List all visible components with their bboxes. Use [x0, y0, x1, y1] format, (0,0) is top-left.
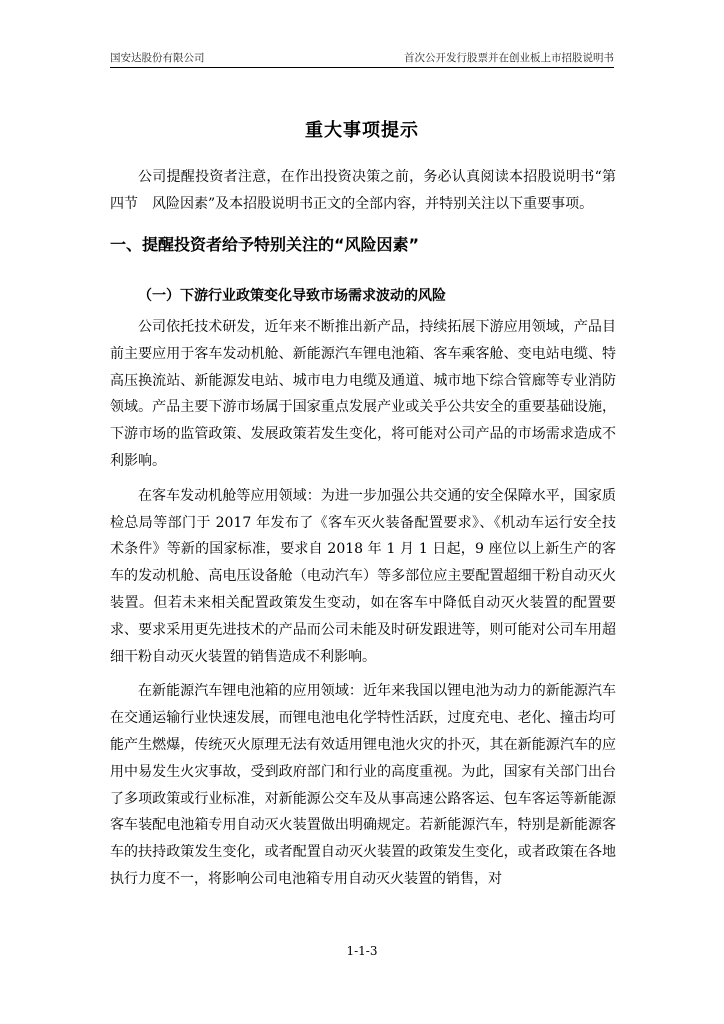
page-number: 1-1-3: [346, 944, 378, 958]
page-header: [110, 50, 614, 66]
intro-paragraph: 公司提醒投资者注意，在作出投资决策之前，务必认真阅读本招股说明书“第四节 风险因素”及本招股说明书正文的全部内容，并特别关注以下重要事项。: [110, 169, 616, 212]
header-doc-title: 首次公开发行股票并在创业板上市招股说明书: [404, 52, 614, 64]
section-heading: 一、提醒投资者给予特别关注的“风险因素”: [110, 235, 420, 254]
body-paragraph: 在新能源汽车锂电池箱的应用领域：近年来我国以锂电池为动力的新能源汽车在交通运输行业快速发展，而锂电池电化学特性活跃，过度充电、老化、撞击均可能产生燃爆，传统灭火原理无法有效适用锂电池火灾的扑灭，其在新能源汽车的应用中易发生火灾事故，受到政府部门和行业的高度重视。为此，国家有关部门出台了多项政策或行业标准，对新能源公交车及从事高速公路客运、包车客运等新能源客车装配电池箱专用自动灭火装置做出明确规定。若新能源汽车，特别是新能源客车的扶持政策发生变化，或者配置自动灭火装置的政策发生变化，或者政策在各地执行力度不一，将影响公司电池箱专用自动灭火装置的销售，对: [110, 683, 616, 887]
subsection-heading: （一）下游行业政策变化导致市场需求波动的风险: [138, 288, 446, 304]
intro-block: [110, 164, 616, 226]
body-paragraph: 在客车发动机舱等应用领域：为进一步加强公共交通的安全保障水平，国家质检总局等部门于 2017 年发布了《客车灭火装备配置要求》、《机动车运行安全技术条件》等新的国家标准，要求自 2018 年 1 月 1 日起，9 座位以上新生产的客车的发动机舱、高电压设备舱（电动汽车）等多部位应主要配置超细干粉自动灭火装置。但若未来相关配置政策发生变动，如在客车中降低自动灭火装置的配置要求、要求采用更先进技术的产品而公司未能及时研发跟进等，则可能对公司车用超细干粉自动灭火装置的销售造成不利影响。: [110, 487, 616, 665]
header-divider: [110, 67, 614, 68]
header-company: 国安达股份有限公司: [110, 52, 205, 64]
page-title: 重大事项提示: [305, 120, 419, 141]
subsection-body: [110, 314, 616, 901]
body-paragraph: 公司依托技术研发，近年来不断推出新产品，持续拓展下游应用领域，产品目前主要应用于客车发动机舱、新能源汽车锂电池箱、客车乘客舱、变电站电缆、特高压换流站、新能源发电站、城市电力电缆及通道、城市地下综合管廊等专业消防领域。产品主要下游市场属于国家重点发展产业或关乎公共安全的重要基础设施，下游市场的监管政策、发展政策若发生变化，将可能对公司产品的市场需求造成不利影响。: [110, 319, 616, 469]
